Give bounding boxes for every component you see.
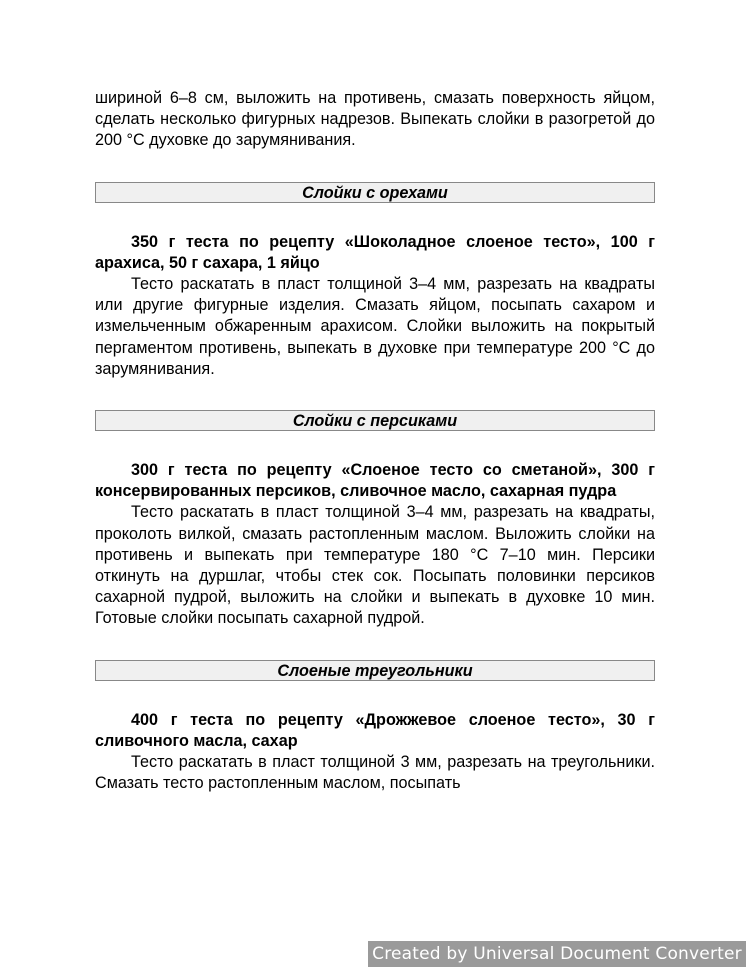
- ingredients-nuts: 350 г теста по рецепту «Шоколадное слоеное тесто», 100 г арахиса, 50 г сахара, 1 яйцо: [95, 232, 655, 272]
- ingredients-triangles: 400 г теста по рецепту «Дрожжевое слоеное тесто», 30 г сливочного масла, сахар: [95, 710, 655, 750]
- instructions-triangles: Тесто раскатать в пласт толщиной 3 мм, разрезать на треугольники. Смазать тесто растопленным маслом, посыпать: [95, 753, 655, 793]
- page-content: [95, 88, 655, 794]
- section-title-triangles: Слоеные треугольники: [95, 660, 655, 681]
- instructions-nuts: Тесто раскатать в пласт толщиной 3–4 мм, разрезать на квадраты или другие фигурные изделия. Смазать яйцом, посыпать сахаром и измельченным обжаренным арахисом. Слойки выложить на покрытый пергаментом противень, выпекать в духовке при температуре 200 °С до зарумянивания.: [95, 275, 655, 378]
- section-title-nuts: Слойки с орехами: [95, 182, 655, 203]
- intro-paragraph: шириной 6–8 см, выложить на противень, смазать поверхность яйцом, сделать несколько фигурных надрезов. Выпекать слойки в разогретой до 200 °С духовке до зарумянивания.: [95, 89, 655, 150]
- ingredients-peaches: 300 г теста по рецепту «Слоеное тесто со сметаной», 300 г консервированных персиков, сливочное масло, сахарная пудра: [95, 461, 655, 501]
- instructions-peaches: Тесто раскатать в пласт толщиной 3–4 мм, разрезать на квадраты, проколоть вилкой, смазать растопленным маслом. Выложить слойки на противень и выпекать при температуре 180 °С 7–10 мин. Персики откинуть на дуршлаг, чтобы стек сок. Посыпать половинки персиков сахарной пудрой, выложить на слойки и выпекать в духовке 10 мин. Готовые слойки посыпать сахарной пудрой.: [95, 503, 655, 628]
- section-title-peaches: Слойки с персиками: [95, 410, 655, 431]
- converter-watermark: Created by Universal Document Converter: [368, 941, 746, 967]
